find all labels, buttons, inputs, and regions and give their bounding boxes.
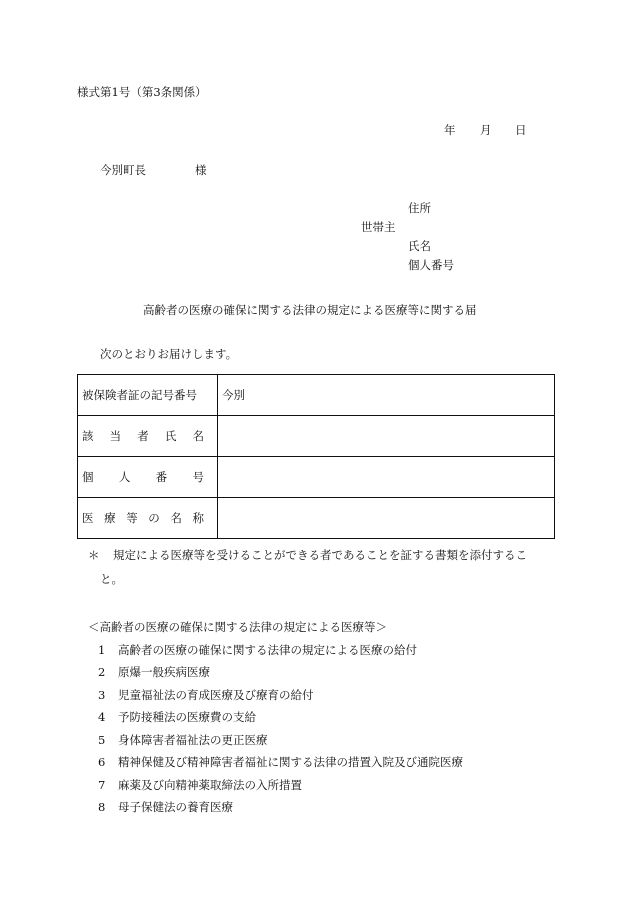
table-row [78, 416, 555, 457]
table-row [78, 375, 555, 416]
list-item-text: 精神保健及び精神障害者福祉に関する法律の措置入院及び通院医療 [118, 755, 463, 769]
label-char: 療 [104, 511, 116, 525]
table-row [78, 457, 555, 498]
list-item-number: 2 [98, 665, 106, 679]
list-item-text: 母子保健法の養育医療 [118, 800, 233, 814]
list-item-number: 5 [98, 733, 106, 747]
list-item [98, 735, 268, 747]
label-char: 名 [170, 511, 182, 525]
householder-label: 世帯主 [361, 220, 396, 234]
list-item-text: 原爆一般疾病医療 [118, 665, 210, 679]
list-item [98, 757, 463, 769]
form-number: 様式第1号（第3条関係） [77, 85, 207, 99]
list-item [98, 802, 233, 814]
name-label: 氏名 [408, 239, 431, 253]
list-item [98, 780, 302, 792]
personal-number-label: 個人番号 [408, 258, 454, 272]
row-label-text: 被保険者証の記号番号 [82, 388, 197, 402]
document-title: 高齢者の医療の確保に関する法律の規定による医療等に関する届 [143, 303, 477, 317]
insurance-card-number-label [78, 375, 218, 416]
insurance-card-number-value: 今別 [222, 388, 245, 402]
table-row [78, 498, 555, 539]
list-item-number: 4 [98, 710, 106, 724]
list-item-number: 6 [98, 755, 106, 769]
label-char: 当 [109, 429, 122, 443]
intro-text: 次のとおりお届けします。 [100, 347, 238, 361]
label-char: 個 [82, 470, 94, 484]
personal-number-row-label [78, 457, 218, 498]
note-line-1: 規定による医療等を受けることができる者であることを証する書類を添付するこ [113, 548, 527, 562]
label-char: 名 [192, 429, 204, 443]
list-item-number: 3 [98, 688, 106, 702]
date-month-label: 月 [480, 123, 492, 137]
list-item-text: 麻薬及び向精神薬取締法の入所措置 [118, 778, 302, 792]
list-item-number: 8 [98, 800, 106, 814]
addressee-name: 今別町長 [100, 163, 146, 177]
label-char: 該 [82, 429, 94, 443]
label-char: 医 [82, 511, 94, 525]
list-item-number: 1 [98, 643, 106, 657]
label-char: 等 [126, 511, 138, 525]
medical-care-name-label [78, 498, 218, 539]
date-year-label: 年 [444, 123, 456, 137]
list-item-text: 児童福祉法の育成医療及び療育の給付 [118, 688, 314, 702]
subject-name-field[interactable] [218, 416, 555, 457]
label-char: 者 [137, 429, 149, 443]
personal-number-field[interactable] [218, 457, 555, 498]
note-asterisk: ＊ [88, 548, 100, 562]
label-char: の [148, 511, 160, 525]
list-item-text: 身体障害者福祉法の更正医療 [118, 733, 268, 747]
form-table [77, 374, 555, 539]
list-item-text: 予防接種法の医療費の支給 [118, 710, 256, 724]
label-char: 人 [118, 470, 131, 484]
label-char: 称 [192, 511, 204, 525]
list-item [98, 667, 210, 679]
label-char: 号 [192, 470, 204, 484]
address-label: 住所 [408, 201, 431, 215]
list-item [98, 690, 314, 702]
list-item-number: 7 [98, 778, 106, 792]
date-day-label: 日 [515, 123, 527, 137]
addressee-honorific: 様 [195, 163, 207, 177]
medical-care-name-field[interactable] [218, 498, 555, 539]
subject-name-label [78, 416, 218, 457]
list-item [98, 645, 417, 657]
note-line-2: と。 [100, 572, 123, 586]
label-char: 氏 [164, 429, 177, 443]
label-char: 番 [155, 470, 168, 484]
list-heading: ＜高齢者の医療の確保に関する法律の規定による医療等＞ [88, 620, 387, 634]
insurance-card-number-field[interactable] [218, 375, 555, 416]
list-item [98, 712, 256, 724]
list-item-text: 高齢者の医療の確保に関する法律の規定による医療の給付 [118, 643, 417, 657]
